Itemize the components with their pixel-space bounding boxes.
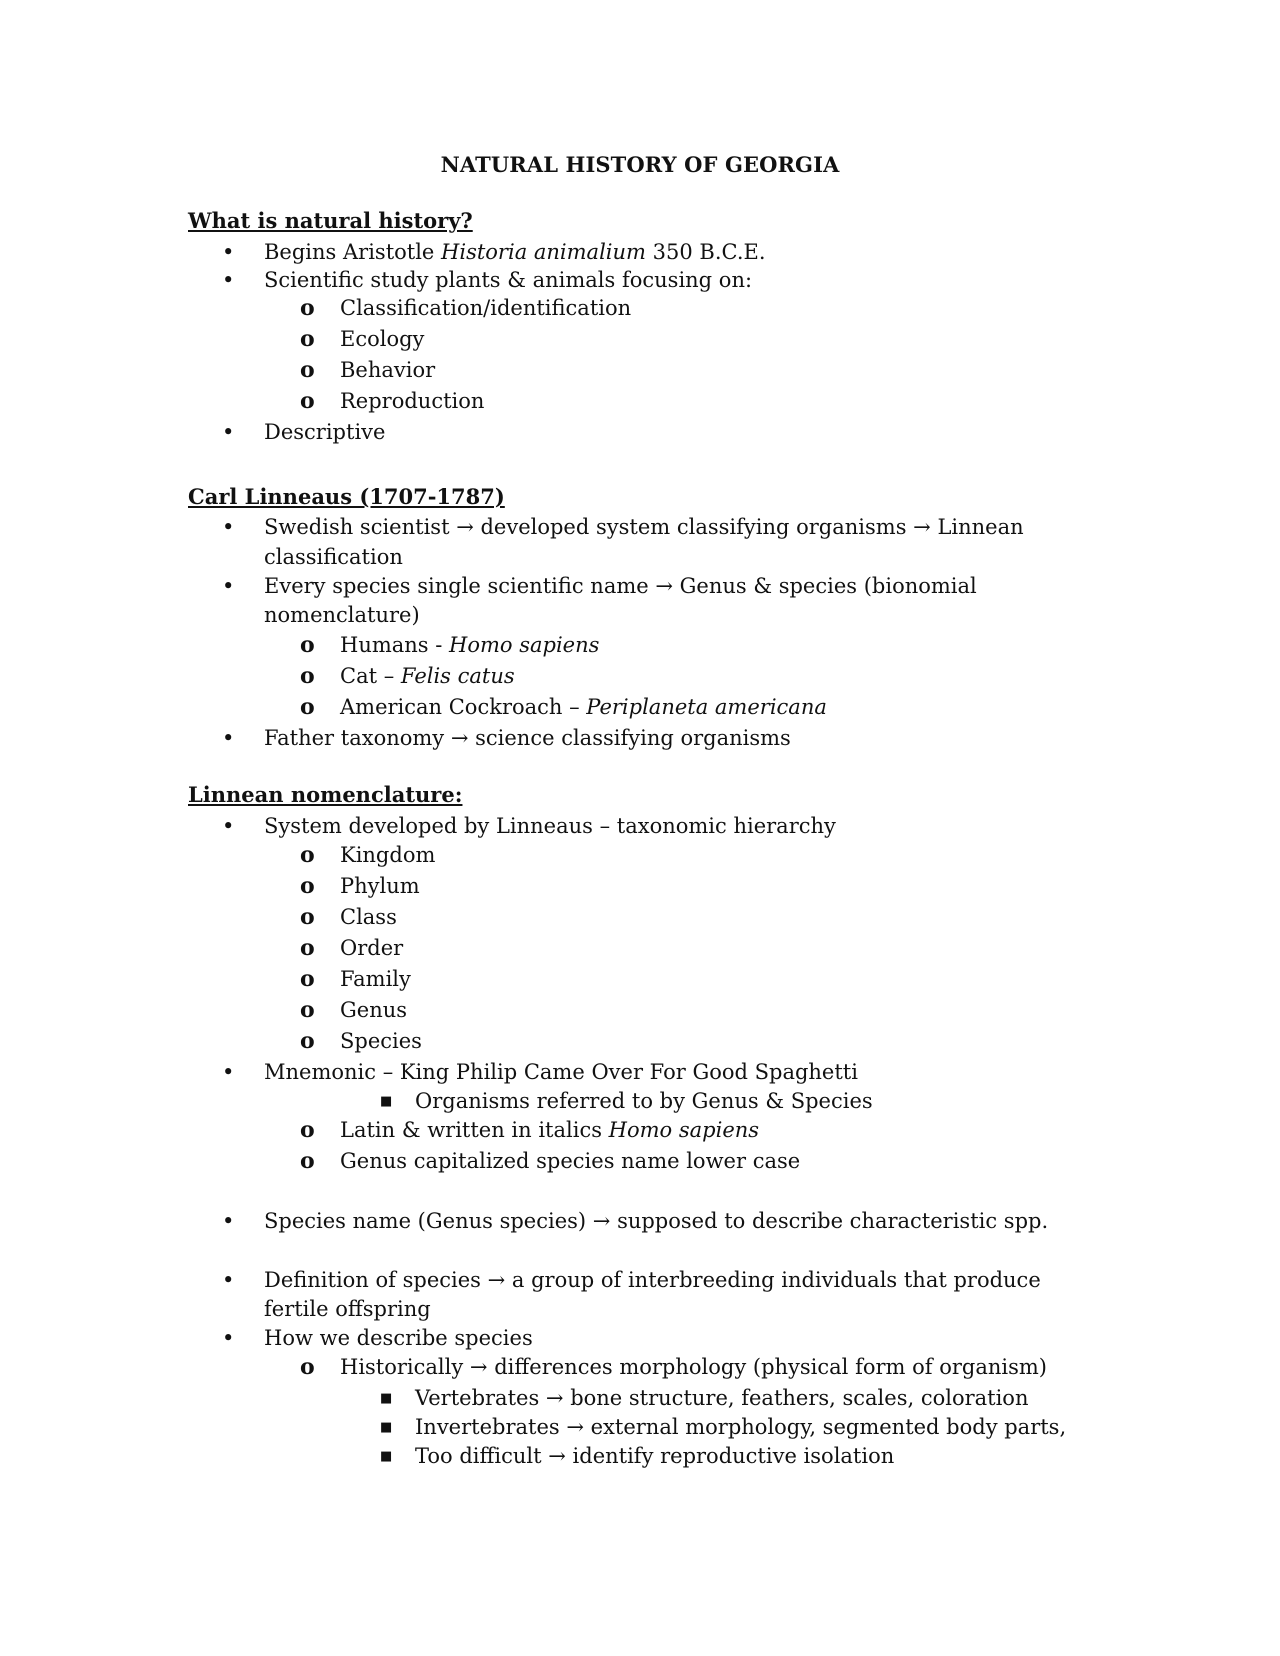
circle-bullet-icon: o (300, 935, 315, 961)
circle-bullet-icon: o (300, 388, 315, 414)
circle-bullet-icon: o (300, 1148, 315, 1174)
arrow-icon: → (545, 1386, 564, 1410)
square-bullet-icon: ■ (380, 1449, 393, 1464)
circle-bullet-icon: o (300, 997, 315, 1023)
circle-bullet-icon: o (300, 1028, 315, 1054)
circle-bullet-icon: o (300, 1117, 315, 1143)
circle-bullet-icon: o (300, 1354, 315, 1380)
list-item: Scientific study plants & animals focusing on: (264, 268, 753, 292)
square-bullet-icon: ■ (380, 1420, 393, 1435)
bullet-icon: • (222, 1326, 235, 1350)
arrow-icon: → (469, 1355, 488, 1379)
heading-what-is-natural-history: What is natural history? (188, 208, 473, 233)
heading-linnean-nomenclature: Linnean nomenclature: (188, 782, 463, 807)
list-item-continued: fertile offspring (264, 1297, 431, 1321)
bullet-icon: • (222, 268, 235, 292)
arrow-icon: → (487, 1268, 506, 1292)
list-item: Kingdom (340, 843, 436, 867)
list-item: American Cockroach – Periplaneta americana (340, 695, 827, 719)
list-item: Too difficult → identify reproductive isolation (415, 1444, 895, 1468)
arrow-icon: → (450, 726, 469, 750)
circle-bullet-icon: o (300, 326, 315, 352)
list-item: Humans - Homo sapiens (340, 633, 600, 657)
list-item: How we describe species (264, 1326, 533, 1350)
circle-bullet-icon: o (300, 873, 315, 899)
list-item: Phylum (340, 874, 420, 898)
heading-carl-linneaus: Carl Linneaus (1707-1787) (188, 484, 505, 509)
list-item: Latin & written in italics Homo sapiens (340, 1118, 760, 1142)
list-item: Class (340, 905, 397, 929)
list-item: Mnemonic – King Philip Came Over For Good Spaghetti (264, 1060, 858, 1084)
circle-bullet-icon: o (300, 966, 315, 992)
list-item: Genus (340, 998, 408, 1022)
arrow-icon: → (592, 1209, 611, 1233)
arrow-icon: → (566, 1415, 584, 1439)
list-item: Classification/identification (340, 296, 632, 320)
list-item-continued: nomenclature) (264, 603, 420, 627)
list-item: Every species single scientific name → Genus & species (bionomial (264, 574, 977, 598)
bullet-icon: • (222, 1209, 235, 1233)
bullet-icon: • (222, 726, 235, 750)
list-item: Definition of species → a group of interbreeding individuals that produce (264, 1268, 1041, 1292)
bullet-icon: • (222, 1060, 235, 1084)
bullet-icon: • (222, 240, 235, 264)
square-bullet-icon: ■ (380, 1391, 393, 1406)
list-item-continued: classification (264, 545, 403, 569)
arrow-icon: → (456, 515, 474, 539)
list-item: Historically → differences morphology (physical form of organism) (340, 1355, 1047, 1379)
list-item: Order (340, 936, 404, 960)
document-title: NATURAL HISTORY OF GEORGIA (440, 152, 840, 177)
bullet-icon: • (222, 515, 235, 539)
circle-bullet-icon: o (300, 904, 315, 930)
list-item: Behavior (340, 358, 436, 382)
list-item: Organisms referred to by Genus & Species (415, 1089, 873, 1113)
circle-bullet-icon: o (300, 663, 315, 689)
square-bullet-icon: ■ (380, 1094, 393, 1109)
list-item: Genus capitalized species name lower case (340, 1149, 801, 1173)
list-item: Vertebrates → bone structure, feathers, scales, coloration (415, 1386, 1029, 1410)
bullet-icon: • (222, 814, 235, 838)
list-item: Descriptive (264, 420, 386, 444)
circle-bullet-icon: o (300, 632, 315, 658)
arrow-icon: → (548, 1444, 566, 1468)
list-item: Swedish scientist → developed system classifying organisms → Linnean (264, 515, 1024, 539)
list-item: Begins Aristotle Historia animalium 350 B.C.E. (264, 240, 766, 264)
list-item: Invertebrates → external morphology, segmented body parts, (415, 1415, 1067, 1439)
list-item: Reproduction (340, 389, 485, 413)
list-item: Family (340, 967, 411, 991)
arrow-icon: → (655, 574, 673, 598)
circle-bullet-icon: o (300, 295, 315, 321)
arrow-icon: → (913, 515, 931, 539)
circle-bullet-icon: o (300, 357, 315, 383)
bullet-icon: • (222, 574, 235, 598)
circle-bullet-icon: o (300, 694, 315, 720)
list-item: Species (340, 1029, 422, 1053)
bullet-icon: • (222, 1268, 235, 1292)
list-item: Species name (Genus species) → supposed to describe characteristic spp. (264, 1209, 1049, 1233)
circle-bullet-icon: o (300, 842, 315, 868)
list-item: Father taxonomy → science classifying organisms (264, 726, 791, 750)
list-item: Cat – Felis catus (340, 664, 515, 688)
list-item: System developed by Linneaus – taxonomic hierarchy (264, 814, 836, 838)
list-item: Ecology (340, 327, 425, 351)
bullet-icon: • (222, 420, 235, 444)
